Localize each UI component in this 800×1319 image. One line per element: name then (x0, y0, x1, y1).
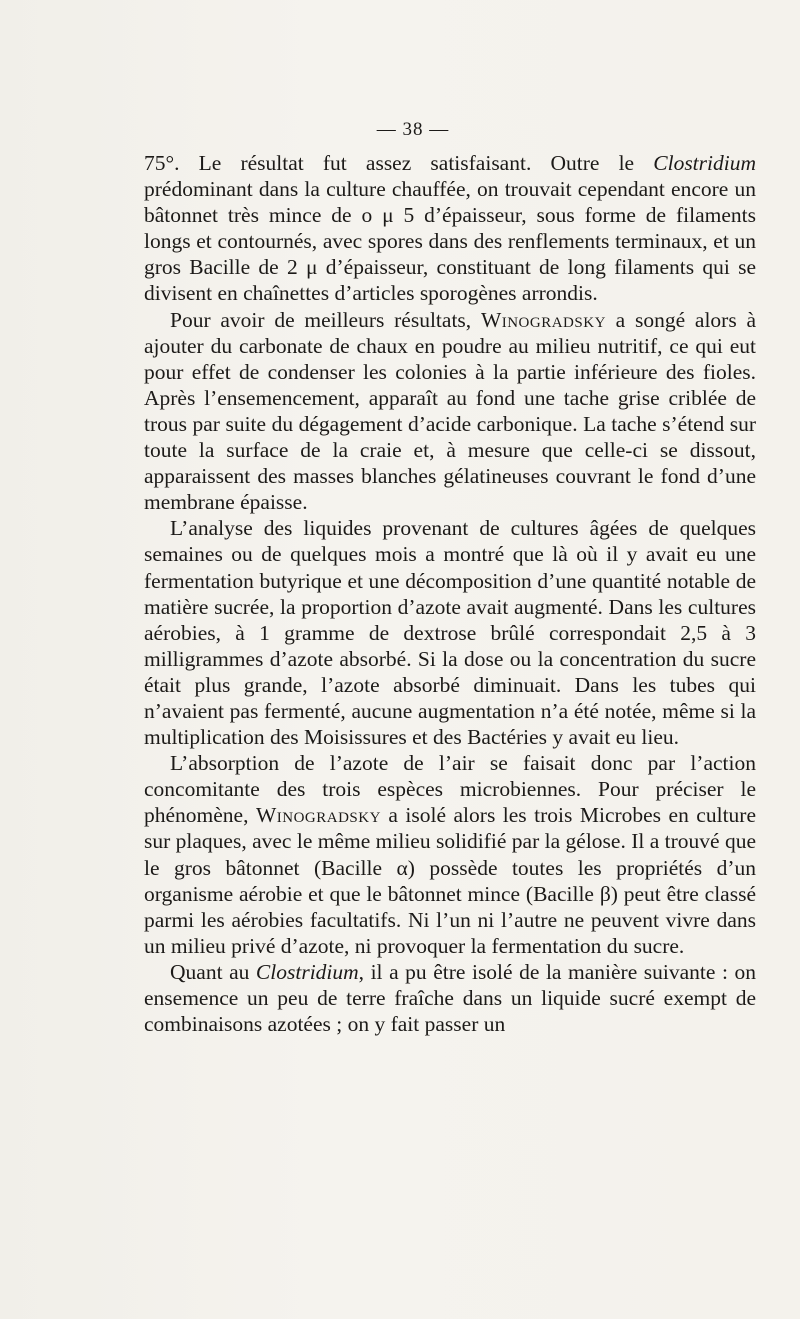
text-run: Pour avoir de meilleurs résultats, (170, 307, 481, 332)
paragraph (144, 307, 756, 516)
body-text (144, 150, 756, 1037)
paragraph (144, 515, 756, 750)
text-run: L’absorption de l’azote de l’air se faisait donc par l’action concomitante des trois espèces microbiennes. Pour préciser le phénomène, (144, 751, 756, 828)
text-run: Quant au (170, 959, 256, 984)
paragraph (144, 150, 756, 307)
author-name: Winogradsky (480, 307, 606, 332)
text-run: 75°. Le résultat fut assez satisfaisant. Outre le (144, 151, 654, 175)
italic-term: Clostridium (255, 959, 359, 984)
text-run: a songé alors à ajouter du carbonate de chaux en poudre au milieu nutritif, ce qui eut pour effet de condenser les colonies à la partie inférieure des fioles. Après l’ensemencement, apparaît au fond une tache grise criblée de trous par suite du dégagement d’acide carbonique. La tache s’étend sur toute la surface de la craie et, à mesure que celle-ci se dissout, apparaissent des masses blanches gélatineuses couvrant le fond d’une membrane épaisse. (144, 307, 756, 515)
paragraph (144, 959, 756, 1037)
text-run: a isolé alors les trois Microbes en culture sur plaques, avec le même milieu solidifié par la gélose. Il a trouvé que le gros bâtonnet (Bacille α) possède toutes les propriétés d’un organisme aérobie et que le bâtonnet mince (Bacille β) peut être classé parmi les aérobies facultatifs. Ni l’un ni l’autre ne peuvent vivre dans un milieu privé d’azote, ni provoquer la fermentation du sucre. (144, 803, 756, 958)
paragraph (144, 750, 756, 959)
italic-term: Clostridium (653, 151, 756, 175)
author-name: Winogradsky (255, 803, 381, 828)
page-number: — 38 — (376, 119, 450, 140)
text-run: L’analyse des liquides provenant de cultures âgées de quelques semaines ou de quelques mois a montré que là où il y avait eu une fermentation butyrique et une décomposition d’une quantité notable de matière sucrée, la proportion d’azote avait augmenté. Dans les cultures aérobies, à 1 gramme de dextrose brûlé correspondait 2,5 à 3 milligrammes d’azote absorbé. Si la dose ou la concentration du sucre était plus grande, l’azote absorbé diminuait. Dans les tubes qui n’avaient pas fermenté, aucune augmentation n’a été notée, même si la multiplication des Moisissures et des Bactéries y avait eu lieu. (144, 516, 756, 750)
text-run: prédominant dans la culture chauffée, on trouvait cependant encore un bâtonnet très mince de o μ 5 d’épaisseur, sous forme de filaments longs et contournés, avec spores dans des renflements terminaux, et un gros Bacille de 2 μ d’épaisseur, constituant de long filaments qui se divisent en chaînettes d’articles sporogènes arrondis. (144, 177, 756, 306)
text-run: , il a pu être isolé de la manière suivante : on ensemence un peu de terre fraîche dans un liquide sucré exempt de combinaisons azotées ; on y fait passer un (144, 959, 756, 1037)
